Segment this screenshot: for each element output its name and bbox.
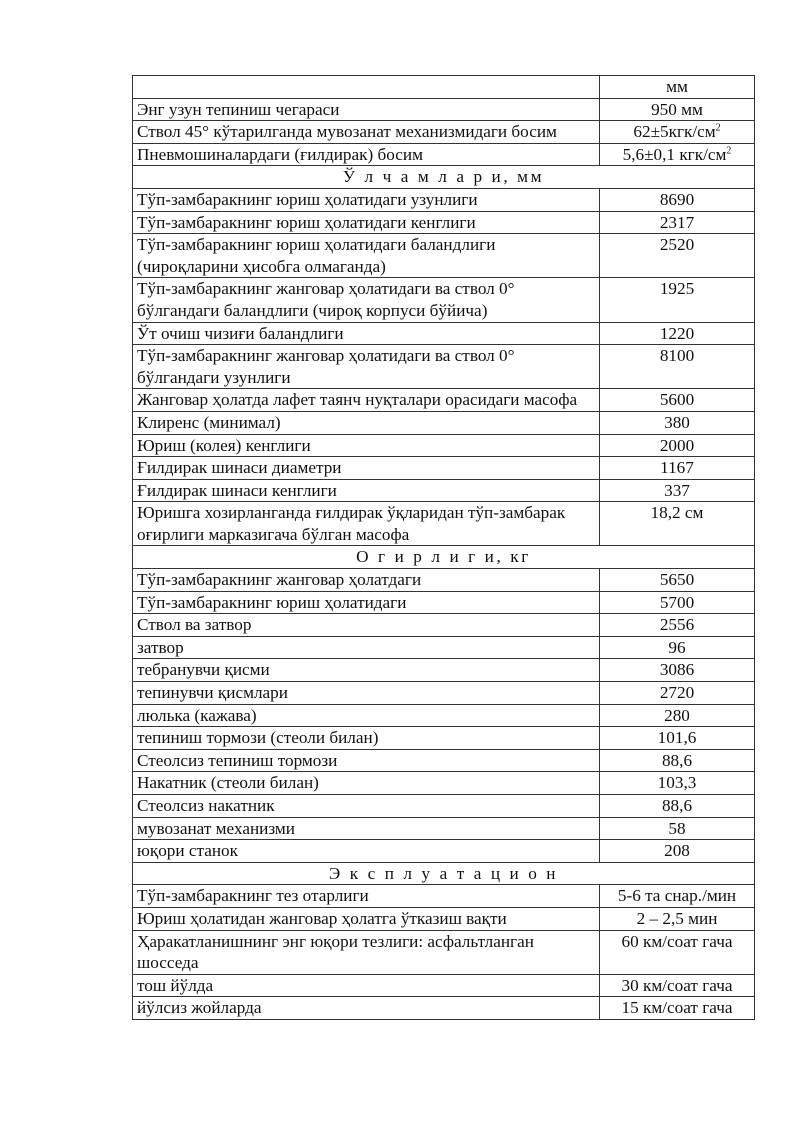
parameter-value bbox=[600, 636, 755, 659]
parameter-label: Тўп-замбаракнинг юриш ҳолатидаги bbox=[133, 591, 600, 614]
parameter-value-text: 2556 bbox=[659, 615, 695, 635]
unit-header-cell: мм bbox=[600, 76, 755, 99]
table-row bbox=[133, 974, 755, 997]
parameter-label: Клиренс (минимал) bbox=[133, 411, 600, 434]
parameter-value-text: 101,6 bbox=[657, 728, 697, 748]
parameter-label: Тўп-замбаракнинг жанговар ҳолатидаги ва ствол 0° бўлгандаги баландлиги (чироқ корпуси бўйича) bbox=[133, 278, 600, 322]
parameter-value-text: 2000 bbox=[659, 435, 695, 455]
parameter-value-text: 5-6 та снар./мин bbox=[617, 886, 737, 906]
table-row bbox=[133, 411, 755, 434]
parameter-value-text: 337 bbox=[664, 480, 690, 500]
parameter-value bbox=[600, 143, 755, 166]
parameter-value bbox=[600, 659, 755, 682]
parameter-value-text: 88,6 bbox=[661, 796, 693, 815]
parameter-value bbox=[600, 98, 755, 121]
table-row bbox=[133, 502, 755, 546]
parameter-value bbox=[600, 278, 755, 322]
table-row bbox=[133, 278, 755, 322]
table-row bbox=[133, 817, 755, 840]
parameter-label: Тўп-замбаракнинг юриш ҳолатидаги кенглиги bbox=[133, 211, 600, 234]
parameter-value bbox=[600, 479, 755, 502]
parameter-value-text: 8100 bbox=[659, 346, 695, 366]
parameter-label: Жанговар ҳолатда лафет таянч нуқталари орасидаги масофа bbox=[133, 389, 600, 412]
parameter-value bbox=[600, 188, 755, 211]
parameter-value-text: 60 км/соат гача bbox=[621, 931, 733, 951]
table-row bbox=[133, 840, 755, 863]
parameter-value-text: 280 bbox=[664, 705, 690, 725]
parameter-value-text: 8690 bbox=[659, 189, 695, 209]
parameter-label: Ғилдирак шинаси кенглиги bbox=[133, 479, 600, 502]
parameter-value-text: 3086 bbox=[659, 660, 695, 680]
table-row bbox=[133, 434, 755, 457]
parameter-label: Энг узун тепиниш чегараси bbox=[133, 98, 600, 121]
parameter-value bbox=[600, 502, 755, 546]
parameter-value bbox=[600, 234, 755, 278]
parameter-label: Тўп-замбаракнинг жанговар ҳолатидаги ва ствол 0° бўлгандаги узунлиги bbox=[133, 345, 600, 389]
parameter-value-text: 5700 bbox=[659, 592, 695, 612]
parameter-value bbox=[600, 974, 755, 997]
table-row bbox=[133, 997, 755, 1020]
parameter-value-text: 58 bbox=[668, 818, 686, 838]
table-row bbox=[133, 479, 755, 502]
parameter-label: юқори станок bbox=[133, 840, 600, 863]
parameter-value-text: 1925 bbox=[659, 279, 695, 299]
table-row bbox=[133, 211, 755, 234]
parameter-value bbox=[600, 930, 755, 974]
specifications-table-body bbox=[133, 76, 755, 1020]
parameter-value-text: 5600 bbox=[659, 390, 695, 410]
parameter-label: тебранувчи қисми bbox=[133, 659, 600, 682]
parameter-label: Тўп-замбаракнинг юриш ҳолатидаги узунлиги bbox=[133, 188, 600, 211]
section-header-row bbox=[133, 546, 755, 569]
parameter-value bbox=[600, 434, 755, 457]
parameter-value-text: 2 – 2,5 мин bbox=[636, 908, 718, 928]
parameter-value bbox=[600, 411, 755, 434]
parameter-value-text: 30 км/соат гача bbox=[621, 975, 733, 995]
table-row bbox=[133, 682, 755, 705]
parameter-value bbox=[600, 749, 755, 772]
parameter-value-text: 88,6 bbox=[661, 750, 693, 770]
table-row bbox=[133, 749, 755, 772]
parameter-value bbox=[600, 704, 755, 727]
table-row bbox=[133, 457, 755, 480]
parameter-label: Ствол 45° кўтарилганда мувозанат механизмидаги босим bbox=[133, 121, 600, 144]
table-row bbox=[133, 121, 755, 144]
table-row bbox=[133, 591, 755, 614]
parameter-value-text: 2720 bbox=[659, 683, 695, 703]
section-header: Ў л ч а м л а р и, мм bbox=[133, 166, 755, 189]
parameter-value-text: 18,2 см bbox=[650, 503, 704, 523]
parameter-value bbox=[600, 389, 755, 412]
table-row bbox=[133, 614, 755, 637]
parameter-value bbox=[600, 457, 755, 480]
table-row bbox=[133, 322, 755, 345]
table-row bbox=[133, 234, 755, 278]
parameter-label: мувозанат механизми bbox=[133, 817, 600, 840]
table-row bbox=[133, 885, 755, 908]
table-row bbox=[133, 188, 755, 211]
parameter-value bbox=[600, 817, 755, 840]
table-row bbox=[133, 389, 755, 412]
unit-header-empty-cell bbox=[133, 76, 600, 99]
parameter-value bbox=[600, 885, 755, 908]
parameter-label: Пневмошиналардаги (ғилдирак) босим bbox=[133, 143, 600, 166]
table-row bbox=[133, 907, 755, 930]
table-row bbox=[133, 930, 755, 974]
parameter-value bbox=[600, 569, 755, 592]
section-header-row bbox=[133, 862, 755, 885]
parameter-value-text: 2317 bbox=[659, 212, 695, 232]
table-row bbox=[133, 659, 755, 682]
parameter-value-text: 96 bbox=[668, 637, 686, 657]
table-row bbox=[133, 143, 755, 166]
parameter-label: затвор bbox=[133, 636, 600, 659]
specifications-table bbox=[132, 75, 755, 1020]
parameter-label: Юриш (колея) кенглиги bbox=[133, 434, 600, 457]
parameter-value bbox=[600, 840, 755, 863]
parameter-label: Ствол ва затвор bbox=[133, 614, 600, 637]
parameter-label: тепинувчи қисмлари bbox=[133, 682, 600, 705]
parameter-label: Тўп-замбаракнинг тез отарлиги bbox=[133, 885, 600, 908]
unit-header-row bbox=[133, 76, 755, 99]
parameter-value-text: 5,6±0,1 кгк/см bbox=[622, 144, 727, 164]
table-row bbox=[133, 795, 755, 818]
parameter-label: Тўп-замбаракнинг жанговар ҳолатдаги bbox=[133, 569, 600, 592]
section-header: О г и р л и г и, кг bbox=[133, 546, 755, 569]
parameter-value bbox=[600, 121, 755, 144]
parameter-value-text: 380 bbox=[664, 412, 690, 432]
parameter-label: тепиниш тормози (стеоли билан) bbox=[133, 727, 600, 750]
parameter-value bbox=[600, 211, 755, 234]
parameter-label: Стеолсиз тепиниш тормози bbox=[133, 749, 600, 772]
document-page bbox=[132, 75, 754, 1020]
table-row bbox=[133, 636, 755, 659]
parameter-label: Юришга хозирланганда ғилдирак ўқларидан тўп-замбарак оғирлиги марказигача бўлган масофа bbox=[133, 502, 600, 546]
parameter-value bbox=[600, 682, 755, 705]
parameter-value bbox=[600, 591, 755, 614]
parameter-value-text: 1220 bbox=[659, 323, 695, 343]
parameter-value bbox=[600, 727, 755, 750]
parameter-label: Накатник (стеоли билан) bbox=[133, 772, 600, 795]
table-row bbox=[133, 345, 755, 389]
table-row bbox=[133, 727, 755, 750]
parameter-value bbox=[600, 997, 755, 1020]
parameter-value-text: 1167 bbox=[660, 458, 694, 478]
parameter-value-text: 62±5кгк/см bbox=[633, 122, 716, 142]
parameter-value-text: 15 км/соат гача bbox=[621, 998, 733, 1018]
parameter-label: Тўп-замбаракнинг юриш ҳолатидаги баландлиги (чироқларини ҳисобга олмаганда) bbox=[133, 234, 600, 278]
table-row bbox=[133, 772, 755, 795]
parameter-value-text: 2520 bbox=[659, 235, 695, 255]
section-header-row bbox=[133, 166, 755, 189]
parameter-value bbox=[600, 322, 755, 345]
parameter-value bbox=[600, 772, 755, 795]
parameter-value-text: 950 мм bbox=[651, 99, 703, 119]
parameter-value bbox=[600, 795, 755, 818]
parameter-value-text: 103,3 bbox=[657, 773, 697, 793]
unit-exponent: 2 bbox=[726, 145, 732, 157]
parameter-label: Ўт очиш чизиғи баландлиги bbox=[133, 322, 600, 345]
table-row bbox=[133, 98, 755, 121]
parameter-label: Стеолсиз накатник bbox=[133, 795, 600, 818]
parameter-value-text: 208 bbox=[664, 841, 690, 861]
parameter-label: йўлсиз жойларда bbox=[133, 997, 600, 1020]
unit-exponent: 2 bbox=[715, 122, 721, 134]
parameter-label: люлька (кажава) bbox=[133, 704, 600, 727]
parameter-label: Ҳаракатланишнинг энг юқори тезлиги: асфальтланган шосседа bbox=[133, 930, 600, 974]
parameter-value bbox=[600, 614, 755, 637]
parameter-value bbox=[600, 345, 755, 389]
table-row bbox=[133, 704, 755, 727]
table-row bbox=[133, 569, 755, 592]
section-header: Э к с п л у а т а ц и о н bbox=[133, 862, 755, 885]
parameter-label: Юриш ҳолатидан жанговар ҳолатга ўтказиш вақти bbox=[133, 907, 600, 930]
parameter-label: Ғилдирак шинаси диаметри bbox=[133, 457, 600, 480]
parameter-label: тош йўлда bbox=[133, 974, 600, 997]
parameter-value-text: 5650 bbox=[659, 570, 695, 590]
parameter-value bbox=[600, 907, 755, 930]
